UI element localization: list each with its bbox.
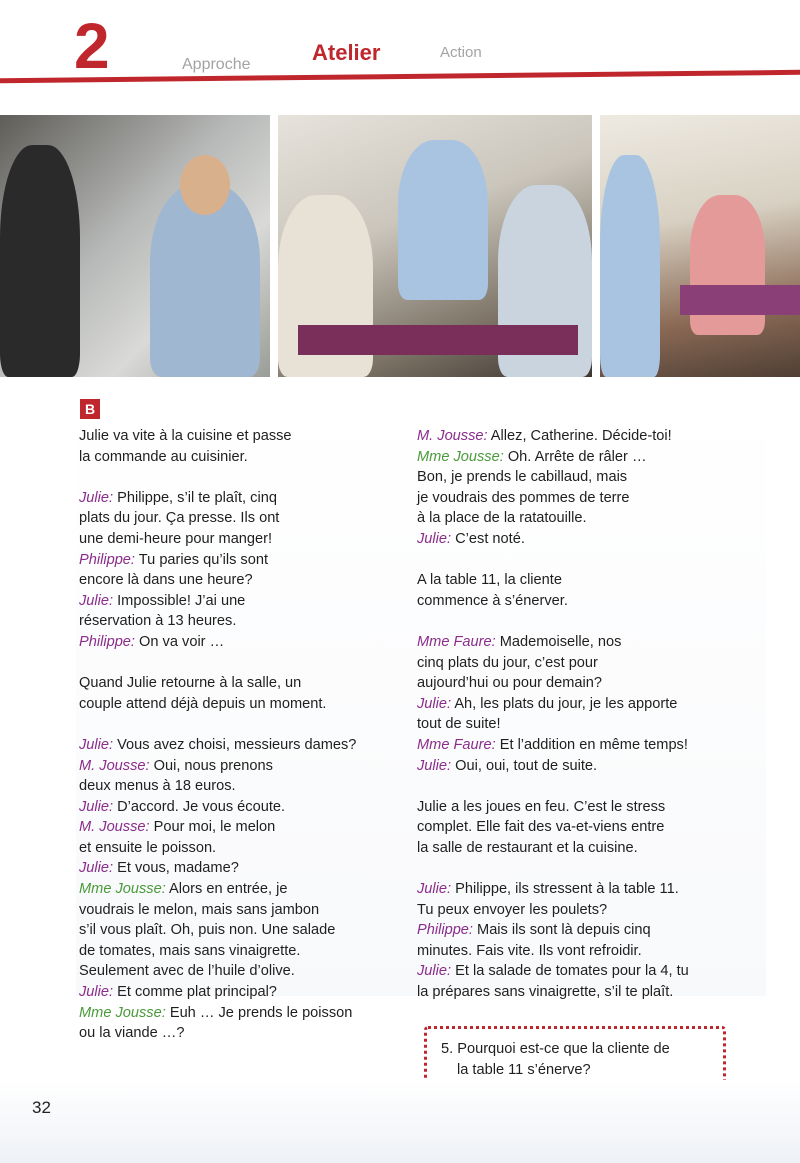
speaker-name: M. Jousse: [417, 428, 488, 444]
speaker-name: Mme Jousse: [79, 1004, 166, 1021]
text-line [79, 982, 399, 1003]
text-line [417, 838, 747, 859]
text-line [417, 714, 747, 735]
speaker-name: Julie: [79, 984, 114, 1001]
speech-text: Alors en entrée, je [165, 881, 288, 898]
text-line [417, 673, 747, 694]
speech-text: Ah, les plats du jour, je les apporte [451, 695, 678, 712]
text-line [79, 756, 399, 777]
text-line [417, 797, 747, 818]
text-line [79, 776, 399, 797]
narration-text: de tomates, mais sans vinaigrette. [79, 942, 301, 959]
speaker-name: Philippe: [79, 633, 135, 650]
narration-text: Tu peux envoyer les poulets? [417, 901, 608, 918]
text-line [79, 488, 399, 509]
text-line [79, 817, 399, 838]
speaker-name: Julie: [79, 798, 114, 815]
speaker-name: Julie: [417, 757, 452, 774]
narration-text: la commande au cuisinier. [79, 448, 248, 465]
narration-text: A la table 11, la cliente [417, 572, 562, 589]
text-line [417, 982, 747, 1003]
speaker-name: Julie: [79, 736, 114, 753]
paragraph-gap [417, 550, 747, 571]
speech-text: Allez, Catherine. Décide-toi! [487, 428, 672, 444]
text-line [79, 838, 399, 859]
narration-text: la prépares sans vinaigrette, s’il te plaît. [417, 984, 674, 1001]
narration-text: réservation à 13 heures. [79, 613, 237, 630]
text-line [79, 941, 399, 962]
narration-text: voudrais le melon, mais sans jambon [79, 901, 320, 918]
speech-text: C’est noté. [451, 530, 525, 547]
text-line [79, 1023, 399, 1044]
text-line [417, 653, 747, 674]
narration-text: Julie a les joues en feu. C’est le stress [417, 798, 666, 815]
narration-text: Bon, je prends le cabillaud, mais [417, 469, 628, 486]
text-line [417, 426, 747, 447]
page-number: 32 [32, 1098, 51, 1117]
photo-kitchen [0, 115, 270, 377]
speaker-name: M. Jousse: [79, 757, 150, 774]
narration-text: commence à s’énerver. [417, 592, 568, 609]
speaker-name: Julie: [79, 860, 114, 877]
nav-approche: Approche [182, 56, 251, 73]
text-line [417, 529, 747, 550]
text-line [79, 1003, 399, 1024]
text-line [79, 426, 399, 447]
paragraph-gap [417, 858, 747, 879]
narration-text: une demi-heure pour manger! [79, 530, 273, 547]
speaker-name: Philippe: [79, 551, 135, 568]
speaker-name: Julie: [417, 881, 452, 898]
text-line [417, 756, 747, 777]
paragraph-gap [79, 467, 399, 488]
narration-text: ou la viande …? [79, 1025, 185, 1042]
speech-text: Et vous, madame? [113, 860, 239, 877]
speaker-name: Julie: [417, 963, 452, 980]
question-line-2: la table 11 s’énerve? [457, 1061, 591, 1078]
narration-text: tout de suite! [417, 716, 501, 733]
speaker-name: Julie: [417, 530, 452, 547]
narration-text: complet. Elle fait des va-et-viens entre [417, 819, 665, 836]
left-column [79, 426, 399, 1044]
narration-text: s’il vous plaît. Oh, puis non. Une salade [79, 922, 336, 939]
speaker-name: Mme Jousse: [417, 448, 504, 465]
text-line [79, 797, 399, 818]
text-line [417, 508, 747, 529]
speech-text: Oui, oui, tout de suite. [451, 757, 598, 774]
text-line [417, 488, 747, 509]
text-line [79, 529, 399, 550]
narration-text: deux menus à 18 euros. [79, 778, 236, 795]
nav-action: Action [440, 44, 482, 61]
narration-text: Julie va vite à la cuisine et passe [79, 428, 292, 444]
narration-text: je voudrais des pommes de terre [417, 489, 630, 506]
text-line [417, 920, 747, 941]
narration-text: couple attend déjà depuis un moment. [79, 695, 327, 712]
narration-text: Seulement avec de l’huile d’olive. [79, 963, 295, 980]
speech-text: Et comme plat principal? [113, 984, 277, 1001]
text-line [79, 550, 399, 571]
speech-text: Impossible! J’ai une [113, 592, 246, 609]
speaker-name: Mme Faure: [417, 633, 496, 650]
text-line [79, 611, 399, 632]
bottom-band [0, 1080, 800, 1163]
narration-text: et ensuite le poisson. [79, 839, 217, 856]
narration-text: encore là dans une heure? [79, 572, 253, 589]
speech-text: Mademoiselle, nos [495, 633, 622, 650]
text-line [417, 467, 747, 488]
text-line [79, 858, 399, 879]
text-line [79, 920, 399, 941]
text-line [79, 591, 399, 612]
nav-atelier: Atelier [312, 40, 381, 65]
text-line [417, 735, 747, 756]
text-line [417, 817, 747, 838]
paragraph-gap [417, 776, 747, 797]
text-line [417, 447, 747, 468]
section-badge: B [80, 399, 100, 419]
speech-text: Vous avez choisi, messieurs dames? [113, 736, 357, 753]
text-line [417, 900, 747, 921]
text-line [79, 632, 399, 653]
speaker-name: Mme Jousse: [79, 881, 166, 898]
paragraph-gap [79, 653, 399, 674]
narration-text: Quand Julie retourne à la salle, un [79, 675, 302, 692]
speech-text: Et l’addition en même temps! [495, 736, 688, 753]
speaker-name: Philippe: [417, 922, 473, 939]
narration-text: la salle de restaurant et la cuisine. [417, 839, 638, 856]
speech-text: Pour moi, le melon [149, 819, 276, 836]
chapter-number: 2 [74, 10, 110, 82]
photo-table-eleven [600, 115, 800, 377]
speaker-name: Mme Faure: [417, 736, 496, 753]
text-line [79, 508, 399, 529]
speech-text: Philippe, ils stressent à la table 11. [451, 881, 679, 898]
text-line [79, 694, 399, 715]
speech-text: Euh … Je prends le poisson [165, 1004, 353, 1021]
text-line [79, 879, 399, 900]
narration-text: aujourd’hui ou pour demain? [417, 675, 602, 692]
speech-text: On va voir … [134, 633, 225, 650]
question-box [424, 1026, 726, 1084]
speech-text: Oui, nous prenons [149, 757, 273, 774]
speech-text: Tu paries qu’ils sont [134, 551, 269, 568]
paragraph-gap [79, 714, 399, 735]
narration-text: minutes. Fais vite. Ils vont refroidir. [417, 942, 642, 959]
speaker-name: Julie: [79, 592, 114, 609]
text-line [417, 941, 747, 962]
page-header [0, 0, 800, 100]
paragraph-gap [417, 611, 747, 632]
text-line [417, 961, 747, 982]
narration-text: cinq plats du jour, c’est pour [417, 654, 598, 671]
text-line [79, 961, 399, 982]
text-line [79, 900, 399, 921]
text-line [417, 632, 747, 653]
speech-text: Et la salade de tomates pour la 4, tu [451, 963, 689, 980]
text-line [417, 570, 747, 591]
text-line [79, 447, 399, 468]
photo-dining-room [278, 115, 592, 377]
question-line-1: 5. Pourquoi est-ce que la cliente de [441, 1041, 670, 1057]
speaker-name: M. Jousse: [79, 819, 150, 836]
text-line [79, 673, 399, 694]
text-line [417, 591, 747, 612]
text-line [79, 570, 399, 591]
speech-text: D’accord. Je vous écoute. [113, 798, 286, 815]
text-line [417, 694, 747, 715]
speech-text: Philippe, s’il te plaît, cinq [113, 489, 277, 506]
speaker-name: Julie: [79, 489, 114, 506]
right-column [417, 426, 747, 1003]
text-line [417, 879, 747, 900]
text-line [79, 735, 399, 756]
speaker-name: Julie: [417, 695, 452, 712]
speech-text: Oh. Arrête de râler … [503, 448, 647, 465]
speech-text: Mais ils sont là depuis cinq [472, 922, 651, 939]
narration-text: plats du jour. Ça presse. Ils ont [79, 510, 280, 527]
narration-text: à la place de la ratatouille. [417, 510, 587, 527]
